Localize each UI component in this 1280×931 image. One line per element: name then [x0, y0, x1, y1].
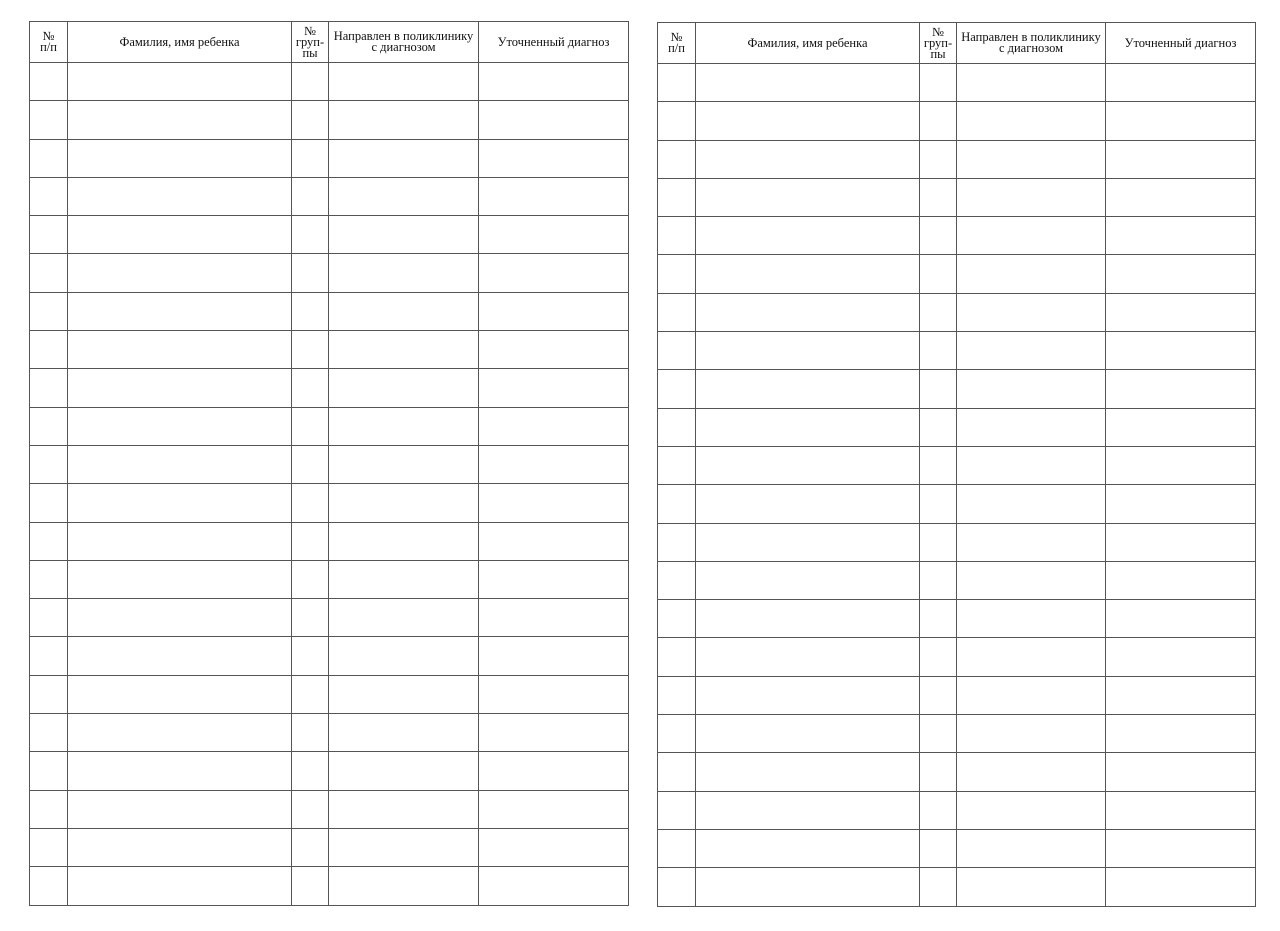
cell-referred-diagnosis[interactable] [957, 676, 1106, 714]
cell-group-number[interactable] [920, 140, 957, 178]
cell-referred-diagnosis[interactable] [329, 867, 479, 905]
cell-group-number[interactable] [292, 407, 329, 445]
table-row [658, 446, 1256, 484]
cell-child-name[interactable] [68, 177, 292, 215]
cell-confirmed-diagnosis[interactable] [1106, 600, 1256, 638]
cell-child-name[interactable] [696, 102, 920, 140]
cell-confirmed-diagnosis[interactable] [479, 828, 629, 866]
cell-referred-diagnosis[interactable] [957, 408, 1106, 446]
column-header-group-number: № груп- пы [920, 23, 957, 64]
cell-confirmed-diagnosis[interactable] [479, 216, 629, 254]
table-row [30, 675, 629, 713]
cell-referred-diagnosis[interactable] [329, 445, 479, 483]
cell-referred-diagnosis[interactable] [957, 638, 1106, 676]
cell-child-name[interactable] [696, 600, 920, 638]
cell-confirmed-diagnosis[interactable] [479, 560, 629, 598]
table-row [30, 828, 629, 866]
cell-referred-diagnosis[interactable] [957, 829, 1106, 867]
cell-child-name[interactable] [696, 561, 920, 599]
cell-number[interactable] [30, 177, 68, 215]
table-row [30, 254, 629, 292]
cell-number[interactable] [658, 370, 696, 408]
table-row [30, 714, 629, 752]
cell-group-number[interactable] [920, 600, 957, 638]
table-row [658, 638, 1256, 676]
cell-group-number[interactable] [920, 446, 957, 484]
cell-confirmed-diagnosis[interactable] [479, 637, 629, 675]
cell-referred-diagnosis[interactable] [329, 407, 479, 445]
table-row [658, 408, 1256, 446]
cell-number[interactable] [658, 715, 696, 753]
cell-confirmed-diagnosis[interactable] [1106, 485, 1256, 523]
cell-group-number[interactable] [292, 101, 329, 139]
cell-number[interactable] [658, 791, 696, 829]
table-row [658, 64, 1256, 102]
cell-number[interactable] [658, 753, 696, 791]
cell-confirmed-diagnosis[interactable] [1106, 638, 1256, 676]
cell-child-name[interactable] [696, 332, 920, 370]
cell-child-name[interactable] [68, 407, 292, 445]
cell-group-number[interactable] [920, 561, 957, 599]
cell-number[interactable] [30, 599, 68, 637]
cell-group-number[interactable] [292, 790, 329, 828]
cell-confirmed-diagnosis[interactable] [479, 407, 629, 445]
cell-confirmed-diagnosis[interactable] [479, 599, 629, 637]
column-header-group-number: № груп- пы [292, 22, 329, 63]
cell-referred-diagnosis[interactable] [329, 599, 479, 637]
cell-group-number[interactable] [920, 408, 957, 446]
register-table-right [657, 22, 1256, 907]
column-header-referred-diagnosis: Направлен в поликлинику с диагнозом [957, 23, 1106, 64]
cell-confirmed-diagnosis[interactable] [1106, 370, 1256, 408]
cell-number[interactable] [658, 255, 696, 293]
cell-group-number[interactable] [920, 370, 957, 408]
cell-number[interactable] [30, 101, 68, 139]
table-row [30, 331, 629, 369]
cell-number[interactable] [30, 714, 68, 752]
cell-child-name[interactable] [68, 599, 292, 637]
cell-referred-diagnosis[interactable] [329, 292, 479, 330]
cell-referred-diagnosis[interactable] [957, 102, 1106, 140]
table-row [30, 139, 629, 177]
table-row [658, 255, 1256, 293]
cell-child-name[interactable] [696, 523, 920, 561]
cell-group-number[interactable] [920, 523, 957, 561]
cell-child-name[interactable] [68, 254, 292, 292]
cell-child-name[interactable] [696, 293, 920, 331]
cell-confirmed-diagnosis[interactable] [479, 714, 629, 752]
cell-group-number[interactable] [920, 102, 957, 140]
cell-referred-diagnosis[interactable] [957, 753, 1106, 791]
cell-group-number[interactable] [920, 638, 957, 676]
cell-child-name[interactable] [68, 714, 292, 752]
cell-confirmed-diagnosis[interactable] [1106, 178, 1256, 216]
cell-referred-diagnosis[interactable] [329, 331, 479, 369]
table-row [658, 829, 1256, 867]
column-header-number: № п/п [658, 23, 696, 64]
table-header-row [658, 23, 1256, 64]
column-header-confirmed-diagnosis: Уточненный диагноз [1106, 23, 1256, 64]
cell-referred-diagnosis[interactable] [329, 177, 479, 215]
cell-child-name[interactable] [68, 867, 292, 905]
cell-referred-diagnosis[interactable] [329, 522, 479, 560]
cell-child-name[interactable] [68, 331, 292, 369]
table-row [30, 867, 629, 905]
cell-referred-diagnosis[interactable] [329, 828, 479, 866]
table-row [658, 753, 1256, 791]
register-table-left [29, 21, 629, 906]
cell-confirmed-diagnosis[interactable] [1106, 140, 1256, 178]
table-row [30, 790, 629, 828]
cell-referred-diagnosis[interactable] [329, 254, 479, 292]
cell-group-number[interactable] [292, 714, 329, 752]
cell-group-number[interactable] [920, 753, 957, 791]
cell-child-name[interactable] [696, 868, 920, 906]
cell-child-name[interactable] [68, 637, 292, 675]
cell-child-name[interactable] [696, 217, 920, 255]
table-row [30, 369, 629, 407]
cell-child-name[interactable] [68, 828, 292, 866]
cell-child-name[interactable] [696, 178, 920, 216]
cell-number[interactable] [658, 140, 696, 178]
cell-child-name[interactable] [696, 408, 920, 446]
cell-confirmed-diagnosis[interactable] [1106, 293, 1256, 331]
table-row [30, 63, 629, 101]
cell-number[interactable] [30, 369, 68, 407]
table-row [658, 791, 1256, 829]
cell-referred-diagnosis[interactable] [957, 446, 1106, 484]
table-row [30, 484, 629, 522]
cell-group-number[interactable] [920, 293, 957, 331]
table-row [30, 522, 629, 560]
cell-child-name[interactable] [696, 64, 920, 102]
column-header-child-name: Фамилия, имя ребенка [68, 22, 292, 63]
cell-number[interactable] [658, 868, 696, 906]
table-header-row [30, 22, 629, 63]
cell-group-number[interactable] [292, 216, 329, 254]
cell-group-number[interactable] [920, 332, 957, 370]
table-row [658, 140, 1256, 178]
cell-child-name[interactable] [68, 675, 292, 713]
cell-referred-diagnosis[interactable] [957, 561, 1106, 599]
cell-referred-diagnosis[interactable] [329, 560, 479, 598]
cell-group-number[interactable] [292, 139, 329, 177]
column-header-referred-diagnosis: Направлен в поликлинику с диагнозом [329, 22, 479, 63]
cell-confirmed-diagnosis[interactable] [1106, 64, 1256, 102]
cell-child-name[interactable] [68, 216, 292, 254]
cell-group-number[interactable] [292, 484, 329, 522]
cell-confirmed-diagnosis[interactable] [479, 292, 629, 330]
cell-number[interactable] [658, 408, 696, 446]
cell-number[interactable] [30, 445, 68, 483]
cell-number[interactable] [30, 560, 68, 598]
cell-confirmed-diagnosis[interactable] [1106, 868, 1256, 906]
cell-group-number[interactable] [292, 675, 329, 713]
cell-referred-diagnosis[interactable] [329, 216, 479, 254]
cell-group-number[interactable] [920, 791, 957, 829]
cell-child-name[interactable] [68, 445, 292, 483]
cell-referred-diagnosis[interactable] [957, 64, 1106, 102]
cell-number[interactable] [658, 523, 696, 561]
cell-confirmed-diagnosis[interactable] [1106, 791, 1256, 829]
cell-number[interactable] [30, 139, 68, 177]
cell-group-number[interactable] [920, 217, 957, 255]
table-row [30, 177, 629, 215]
cell-confirmed-diagnosis[interactable] [479, 752, 629, 790]
cell-child-name[interactable] [696, 715, 920, 753]
cell-group-number[interactable] [920, 255, 957, 293]
table-row [658, 370, 1256, 408]
cell-referred-diagnosis[interactable] [957, 217, 1106, 255]
table-row [658, 217, 1256, 255]
cell-confirmed-diagnosis[interactable] [1106, 102, 1256, 140]
table-row [658, 561, 1256, 599]
table-row [658, 676, 1256, 714]
table-row [30, 216, 629, 254]
cell-referred-diagnosis[interactable] [957, 140, 1106, 178]
cell-referred-diagnosis[interactable] [329, 790, 479, 828]
cell-group-number[interactable] [920, 829, 957, 867]
cell-referred-diagnosis[interactable] [957, 791, 1106, 829]
cell-referred-diagnosis[interactable] [957, 715, 1106, 753]
cell-confirmed-diagnosis[interactable] [479, 675, 629, 713]
cell-confirmed-diagnosis[interactable] [1106, 523, 1256, 561]
cell-referred-diagnosis[interactable] [957, 370, 1106, 408]
column-header-child-name: Фамилия, имя ребенка [696, 23, 920, 64]
cell-child-name[interactable] [68, 369, 292, 407]
cell-group-number[interactable] [920, 64, 957, 102]
table-body [658, 64, 1256, 907]
cell-confirmed-diagnosis[interactable] [1106, 561, 1256, 599]
cell-child-name[interactable] [696, 255, 920, 293]
cell-child-name[interactable] [696, 676, 920, 714]
cell-referred-diagnosis[interactable] [329, 484, 479, 522]
table-row [658, 293, 1256, 331]
cell-number[interactable] [658, 178, 696, 216]
cell-child-name[interactable] [696, 370, 920, 408]
cell-number[interactable] [30, 216, 68, 254]
cell-confirmed-diagnosis[interactable] [479, 177, 629, 215]
cell-confirmed-diagnosis[interactable] [479, 867, 629, 905]
cell-number[interactable] [30, 292, 68, 330]
cell-group-number[interactable] [292, 292, 329, 330]
cell-group-number[interactable] [292, 177, 329, 215]
cell-referred-diagnosis[interactable] [329, 369, 479, 407]
cell-number[interactable] [658, 676, 696, 714]
cell-group-number[interactable] [292, 369, 329, 407]
cell-confirmed-diagnosis[interactable] [479, 445, 629, 483]
table-row [658, 485, 1256, 523]
cell-group-number[interactable] [920, 715, 957, 753]
cell-group-number[interactable] [292, 522, 329, 560]
cell-group-number[interactable] [920, 178, 957, 216]
cell-child-name[interactable] [696, 829, 920, 867]
cell-referred-diagnosis[interactable] [957, 332, 1106, 370]
cell-confirmed-diagnosis[interactable] [479, 331, 629, 369]
table-row [30, 560, 629, 598]
table-row [658, 600, 1256, 638]
cell-child-name[interactable] [68, 752, 292, 790]
table-row [658, 715, 1256, 753]
cell-child-name[interactable] [68, 101, 292, 139]
cell-group-number[interactable] [920, 868, 957, 906]
cell-confirmed-diagnosis[interactable] [479, 522, 629, 560]
cell-referred-diagnosis[interactable] [329, 714, 479, 752]
cell-referred-diagnosis[interactable] [957, 523, 1106, 561]
cell-referred-diagnosis[interactable] [329, 101, 479, 139]
table-row [658, 102, 1256, 140]
table-row [30, 101, 629, 139]
cell-confirmed-diagnosis[interactable] [1106, 408, 1256, 446]
cell-group-number[interactable] [292, 599, 329, 637]
cell-number[interactable] [30, 331, 68, 369]
cell-number[interactable] [30, 828, 68, 866]
cell-number[interactable] [658, 64, 696, 102]
cell-group-number[interactable] [292, 828, 329, 866]
cell-number[interactable] [658, 638, 696, 676]
cell-number[interactable] [30, 63, 68, 101]
cell-referred-diagnosis[interactable] [329, 752, 479, 790]
cell-group-number[interactable] [292, 867, 329, 905]
cell-confirmed-diagnosis[interactable] [479, 484, 629, 522]
table-row [30, 292, 629, 330]
column-header-number: № п/п [30, 22, 68, 63]
cell-confirmed-diagnosis[interactable] [1106, 332, 1256, 370]
table-body [30, 63, 629, 906]
table-row [30, 752, 629, 790]
cell-number[interactable] [658, 332, 696, 370]
table-row [658, 178, 1256, 216]
table-row [30, 445, 629, 483]
cell-confirmed-diagnosis[interactable] [479, 254, 629, 292]
cell-number[interactable] [658, 293, 696, 331]
cell-number[interactable] [658, 829, 696, 867]
cell-confirmed-diagnosis[interactable] [1106, 715, 1256, 753]
cell-group-number[interactable] [292, 637, 329, 675]
table-row [30, 637, 629, 675]
cell-confirmed-diagnosis[interactable] [479, 101, 629, 139]
cell-number[interactable] [658, 102, 696, 140]
cell-confirmed-diagnosis[interactable] [479, 63, 629, 101]
cell-confirmed-diagnosis[interactable] [479, 790, 629, 828]
cell-group-number[interactable] [292, 560, 329, 598]
cell-child-name[interactable] [68, 63, 292, 101]
table-row [658, 868, 1256, 906]
cell-confirmed-diagnosis[interactable] [1106, 446, 1256, 484]
cell-number[interactable] [658, 217, 696, 255]
cell-child-name[interactable] [68, 292, 292, 330]
cell-child-name[interactable] [68, 790, 292, 828]
cell-child-name[interactable] [68, 484, 292, 522]
cell-number[interactable] [658, 485, 696, 523]
cell-child-name[interactable] [696, 485, 920, 523]
cell-referred-diagnosis[interactable] [957, 293, 1106, 331]
cell-child-name[interactable] [696, 140, 920, 178]
cell-confirmed-diagnosis[interactable] [1106, 676, 1256, 714]
cell-number[interactable] [30, 790, 68, 828]
cell-number[interactable] [30, 752, 68, 790]
cell-number[interactable] [30, 637, 68, 675]
cell-number[interactable] [658, 446, 696, 484]
cell-referred-diagnosis[interactable] [957, 485, 1106, 523]
cell-confirmed-diagnosis[interactable] [479, 369, 629, 407]
cell-number[interactable] [30, 407, 68, 445]
cell-group-number[interactable] [292, 752, 329, 790]
cell-number[interactable] [30, 484, 68, 522]
cell-referred-diagnosis[interactable] [957, 255, 1106, 293]
cell-referred-diagnosis[interactable] [329, 63, 479, 101]
cell-number[interactable] [30, 254, 68, 292]
table-row [658, 523, 1256, 561]
cell-child-name[interactable] [68, 139, 292, 177]
cell-confirmed-diagnosis[interactable] [1106, 829, 1256, 867]
cell-number[interactable] [30, 675, 68, 713]
table-row [30, 599, 629, 637]
cell-group-number[interactable] [292, 63, 329, 101]
cell-confirmed-diagnosis[interactable] [479, 139, 629, 177]
table-row [658, 332, 1256, 370]
column-header-confirmed-diagnosis: Уточненный диагноз [479, 22, 629, 63]
cell-number[interactable] [658, 600, 696, 638]
cell-confirmed-diagnosis[interactable] [1106, 217, 1256, 255]
cell-child-name[interactable] [696, 791, 920, 829]
cell-group-number[interactable] [292, 254, 329, 292]
cell-child-name[interactable] [696, 446, 920, 484]
cell-referred-diagnosis[interactable] [957, 600, 1106, 638]
cell-child-name[interactable] [68, 522, 292, 560]
cell-referred-diagnosis[interactable] [957, 868, 1106, 906]
cell-child-name[interactable] [696, 753, 920, 791]
cell-referred-diagnosis[interactable] [329, 637, 479, 675]
cell-confirmed-diagnosis[interactable] [1106, 753, 1256, 791]
cell-group-number[interactable] [292, 445, 329, 483]
cell-referred-diagnosis[interactable] [329, 675, 479, 713]
cell-referred-diagnosis[interactable] [957, 178, 1106, 216]
cell-group-number[interactable] [920, 485, 957, 523]
cell-child-name[interactable] [68, 560, 292, 598]
table-row [30, 407, 629, 445]
cell-child-name[interactable] [696, 638, 920, 676]
cell-number[interactable] [658, 561, 696, 599]
cell-group-number[interactable] [920, 676, 957, 714]
cell-number[interactable] [30, 522, 68, 560]
cell-number[interactable] [30, 867, 68, 905]
cell-group-number[interactable] [292, 331, 329, 369]
cell-confirmed-diagnosis[interactable] [1106, 255, 1256, 293]
cell-referred-diagnosis[interactable] [329, 139, 479, 177]
